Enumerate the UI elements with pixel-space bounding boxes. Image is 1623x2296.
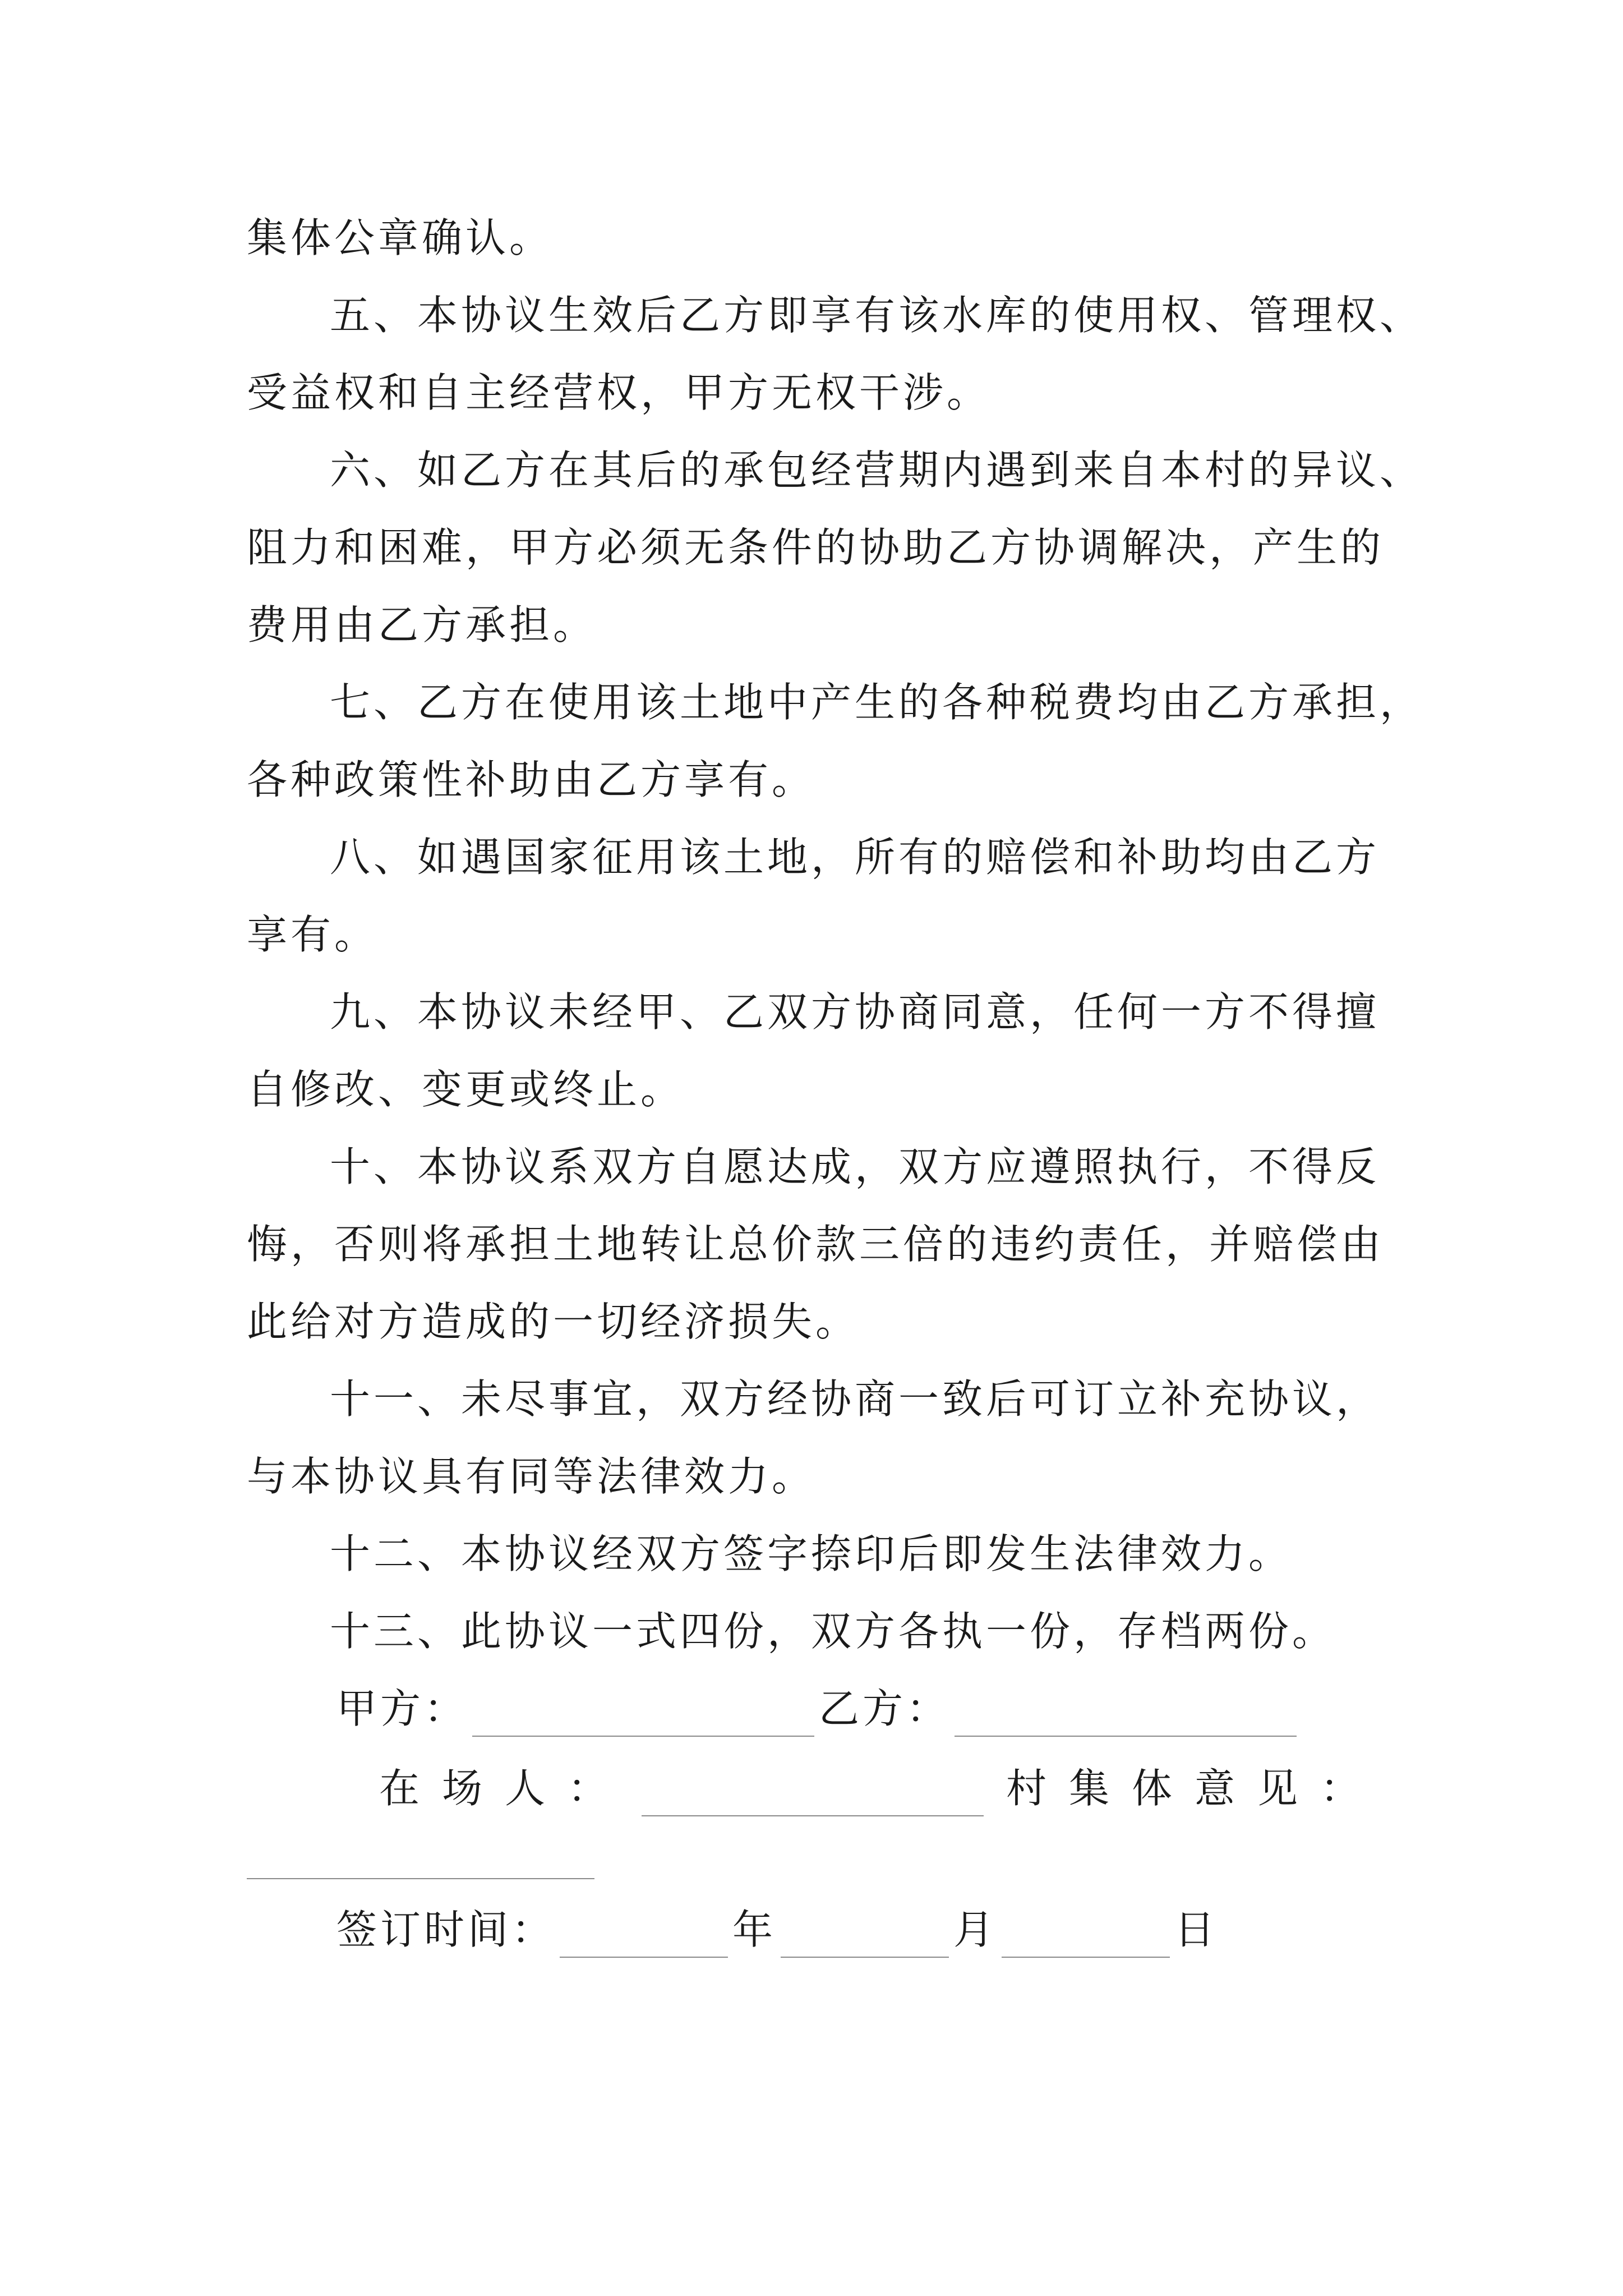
witness-label: 在场人： xyxy=(379,1765,631,1812)
year-field[interactable] xyxy=(560,1912,728,1958)
clause-8-line-1: 八、如遇国家征用该土地，所有的赔偿和补助均由乙方 xyxy=(330,834,1380,881)
signing-date-row xyxy=(336,1902,1218,1958)
month-field[interactable] xyxy=(781,1912,949,1958)
clause-6-line-1: 六、如乙方在其后的承包经营期内遇到来自本村的异议、 xyxy=(330,447,1424,494)
village-opinion-label: 村集体意见： xyxy=(1006,1765,1384,1812)
paragraph-line: 集体公章确认。 xyxy=(247,214,554,261)
clause-10-line-2: 悔，否则将承担土地转让总价款三倍的违约责任，并赔偿由 xyxy=(247,1221,1385,1268)
clause-9-line-2: 自修改、变更或终止。 xyxy=(247,1066,685,1113)
clause-7-line-1: 七、乙方在使用该土地中产生的各种税费均由乙方承担， xyxy=(330,679,1424,726)
witness-signature-row xyxy=(379,1760,1383,1816)
party-a-label: 甲方： xyxy=(336,1685,468,1732)
clause-6-line-3: 费用由乙方承担。 xyxy=(247,601,597,648)
clause-10-line-1: 十、本协议系双方自愿达成，双方应遵照执行，不得反 xyxy=(330,1143,1380,1190)
clause-11-line-2: 与本协议具有同等法律效力。 xyxy=(247,1453,816,1500)
clause-10-line-3: 此给对方造成的一切经济损失。 xyxy=(247,1298,860,1345)
party-b-label: 乙方： xyxy=(819,1685,951,1732)
party-b-signature-field[interactable] xyxy=(955,1691,1297,1737)
day-field[interactable] xyxy=(1002,1912,1170,1958)
year-label: 年 xyxy=(732,1906,777,1953)
clause-13-line-1: 十三、此协议一式四份，双方各执一份，存档两份。 xyxy=(330,1608,1336,1655)
party-signature-row xyxy=(336,1681,1301,1737)
clause-12-line-1: 十二、本协议经双方签字捺印后即发生法律效力。 xyxy=(330,1530,1293,1577)
agreement-body xyxy=(247,199,1424,1670)
clause-8-line-2: 享有。 xyxy=(247,911,379,958)
clause-11-line-1: 十一、未尽事宜，双方经协商一致后可订立补充协议， xyxy=(330,1375,1380,1423)
date-label: 签订时间： xyxy=(336,1906,556,1953)
clause-5-line-1: 五、本协议生效后乙方即享有该水库的使用权、管理权、 xyxy=(330,292,1424,339)
clause-6-line-2: 阻力和困难，甲方必须无条件的协助乙方协调解决，产生的 xyxy=(247,524,1385,571)
village-opinion-field[interactable] xyxy=(247,1878,594,1879)
party-a-signature-field[interactable] xyxy=(472,1691,814,1737)
clause-7-line-2: 各种政策性补助由乙方享有。 xyxy=(247,756,816,803)
clause-9-line-1: 九、本协议未经甲、乙双方协商同意，任何一方不得擅 xyxy=(330,988,1380,1036)
witness-signature-field[interactable] xyxy=(642,1770,984,1816)
month-label: 月 xyxy=(953,1906,998,1953)
clause-5-line-2: 受益权和自主经营权，甲方无权干涉。 xyxy=(247,369,991,416)
day-label: 日 xyxy=(1174,1906,1219,1953)
